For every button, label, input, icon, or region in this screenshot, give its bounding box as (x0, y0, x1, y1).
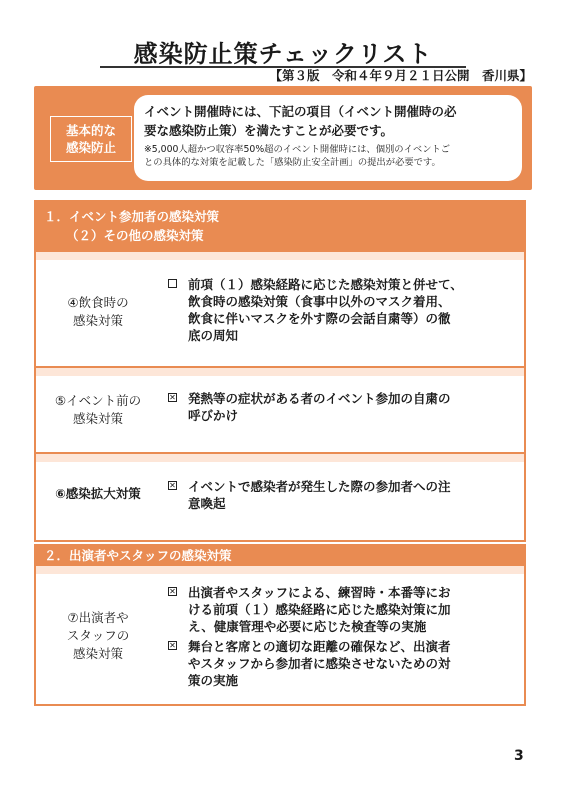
item-line: 底の周知 (188, 328, 239, 343)
basic-prevention-label (50, 116, 132, 162)
basic-prevention-box (34, 86, 532, 190)
item-line: 飲食時の感染対策（食事中以外のマスク着用、 (188, 294, 451, 309)
item-line: やスタッフから参加者に感染させないための対 (188, 656, 451, 671)
item-line: イベントで感染者が発生した際の参加者への注 (188, 479, 451, 494)
item-line: 策の実施 (188, 673, 239, 688)
row-label-line: ④飲食時の (67, 295, 129, 310)
item-line: 出演者やスタッフによる、練習時・本番等にお (188, 585, 451, 600)
row-label-line: ⑥感染拡大対策 (55, 486, 141, 501)
checklist-item-pre-event (166, 390, 512, 424)
checklist-item-performer-health (166, 584, 512, 635)
section-2-shade (36, 566, 524, 574)
checklist-item-eating (166, 276, 512, 344)
item-line: 意喚起 (188, 496, 226, 511)
row-label-performers (36, 606, 160, 666)
edition-info: 【第３版 令和４年９月２１日公開 香川県】 (269, 68, 532, 83)
row-shade (36, 454, 524, 462)
row-label-line: ⑤イベント前の (54, 393, 142, 408)
basic-note-line-2: との具体的な対策を記載した「感染防止安全計画」の提出が必要です。 (144, 157, 441, 168)
checkbox-icon[interactable] (168, 279, 177, 288)
row-shade (36, 368, 524, 376)
section-1-header (34, 200, 526, 252)
section-2-bottom (34, 704, 526, 706)
row-label-pre-event (36, 390, 160, 430)
section-1-shade (36, 252, 524, 260)
basic-label-line-2: 感染防止 (65, 140, 116, 155)
row-label-line: 感染対策 (72, 646, 123, 661)
basic-main-text (144, 102, 512, 140)
checked-checkbox-icon[interactable]: ✕ (169, 481, 176, 490)
basic-main-line-2: 要な感染防止策）を満たすことが必要です。 (144, 123, 394, 138)
row-label-line: ⑦出演者や (67, 610, 129, 625)
section-1-heading: １．イベント参加者の感染対策 (44, 209, 220, 224)
basic-prevention-card (134, 95, 522, 181)
basic-note-line-1: ※5,000人超かつ収容率50%超のイベント開催時には、個別のイベントご (144, 144, 451, 155)
checked-checkbox-icon[interactable]: ✕ (169, 587, 176, 596)
page-number: 3 (514, 748, 524, 764)
item-line: 飲食に伴いマスクを外す際の会話自粛等）の徹 (188, 311, 451, 326)
row-label-line: 感染対策 (72, 411, 123, 426)
row-label-line: 感染対策 (72, 313, 123, 328)
row-label-spread-control (36, 484, 160, 504)
basic-label-line-1: 基本的な (65, 123, 116, 138)
basic-main-line-1: イベント開催時には、下記の項目（イベント開催時の必 (144, 104, 457, 119)
row-label-line: スタッフの (66, 628, 130, 643)
item-line: 前項（１）感染経路に応じた感染対策と併せて、 (188, 277, 463, 292)
checked-checkbox-icon[interactable]: ✕ (169, 393, 176, 402)
section-2-heading: ２．出演者やスタッフの感染対策 (44, 548, 232, 563)
section-1-subheading: （２）その他の感染対策 (66, 228, 204, 243)
checklist-item-stage-distance (166, 638, 512, 689)
page-title: 感染防止策チェックリスト (133, 40, 433, 68)
section-1-bottom (34, 540, 526, 542)
checklist-item-spread-control (166, 478, 512, 512)
section-2-header (34, 544, 526, 566)
item-line: ける前項（１）感染経路に応じた感染対策に加 (188, 602, 451, 617)
basic-note (144, 143, 512, 169)
item-line: え、健康管理や必要に応じた検査等の実施 (188, 619, 427, 634)
row-label-eating (36, 292, 160, 332)
checked-checkbox-icon[interactable]: ✕ (169, 641, 176, 650)
item-line: 舞台と客席との適切な距離の確保など、出演者 (188, 639, 451, 654)
item-line: 呼びかけ (188, 408, 239, 423)
item-line: 発熱等の症状がある者のイベント参加の自粛の (188, 391, 451, 406)
